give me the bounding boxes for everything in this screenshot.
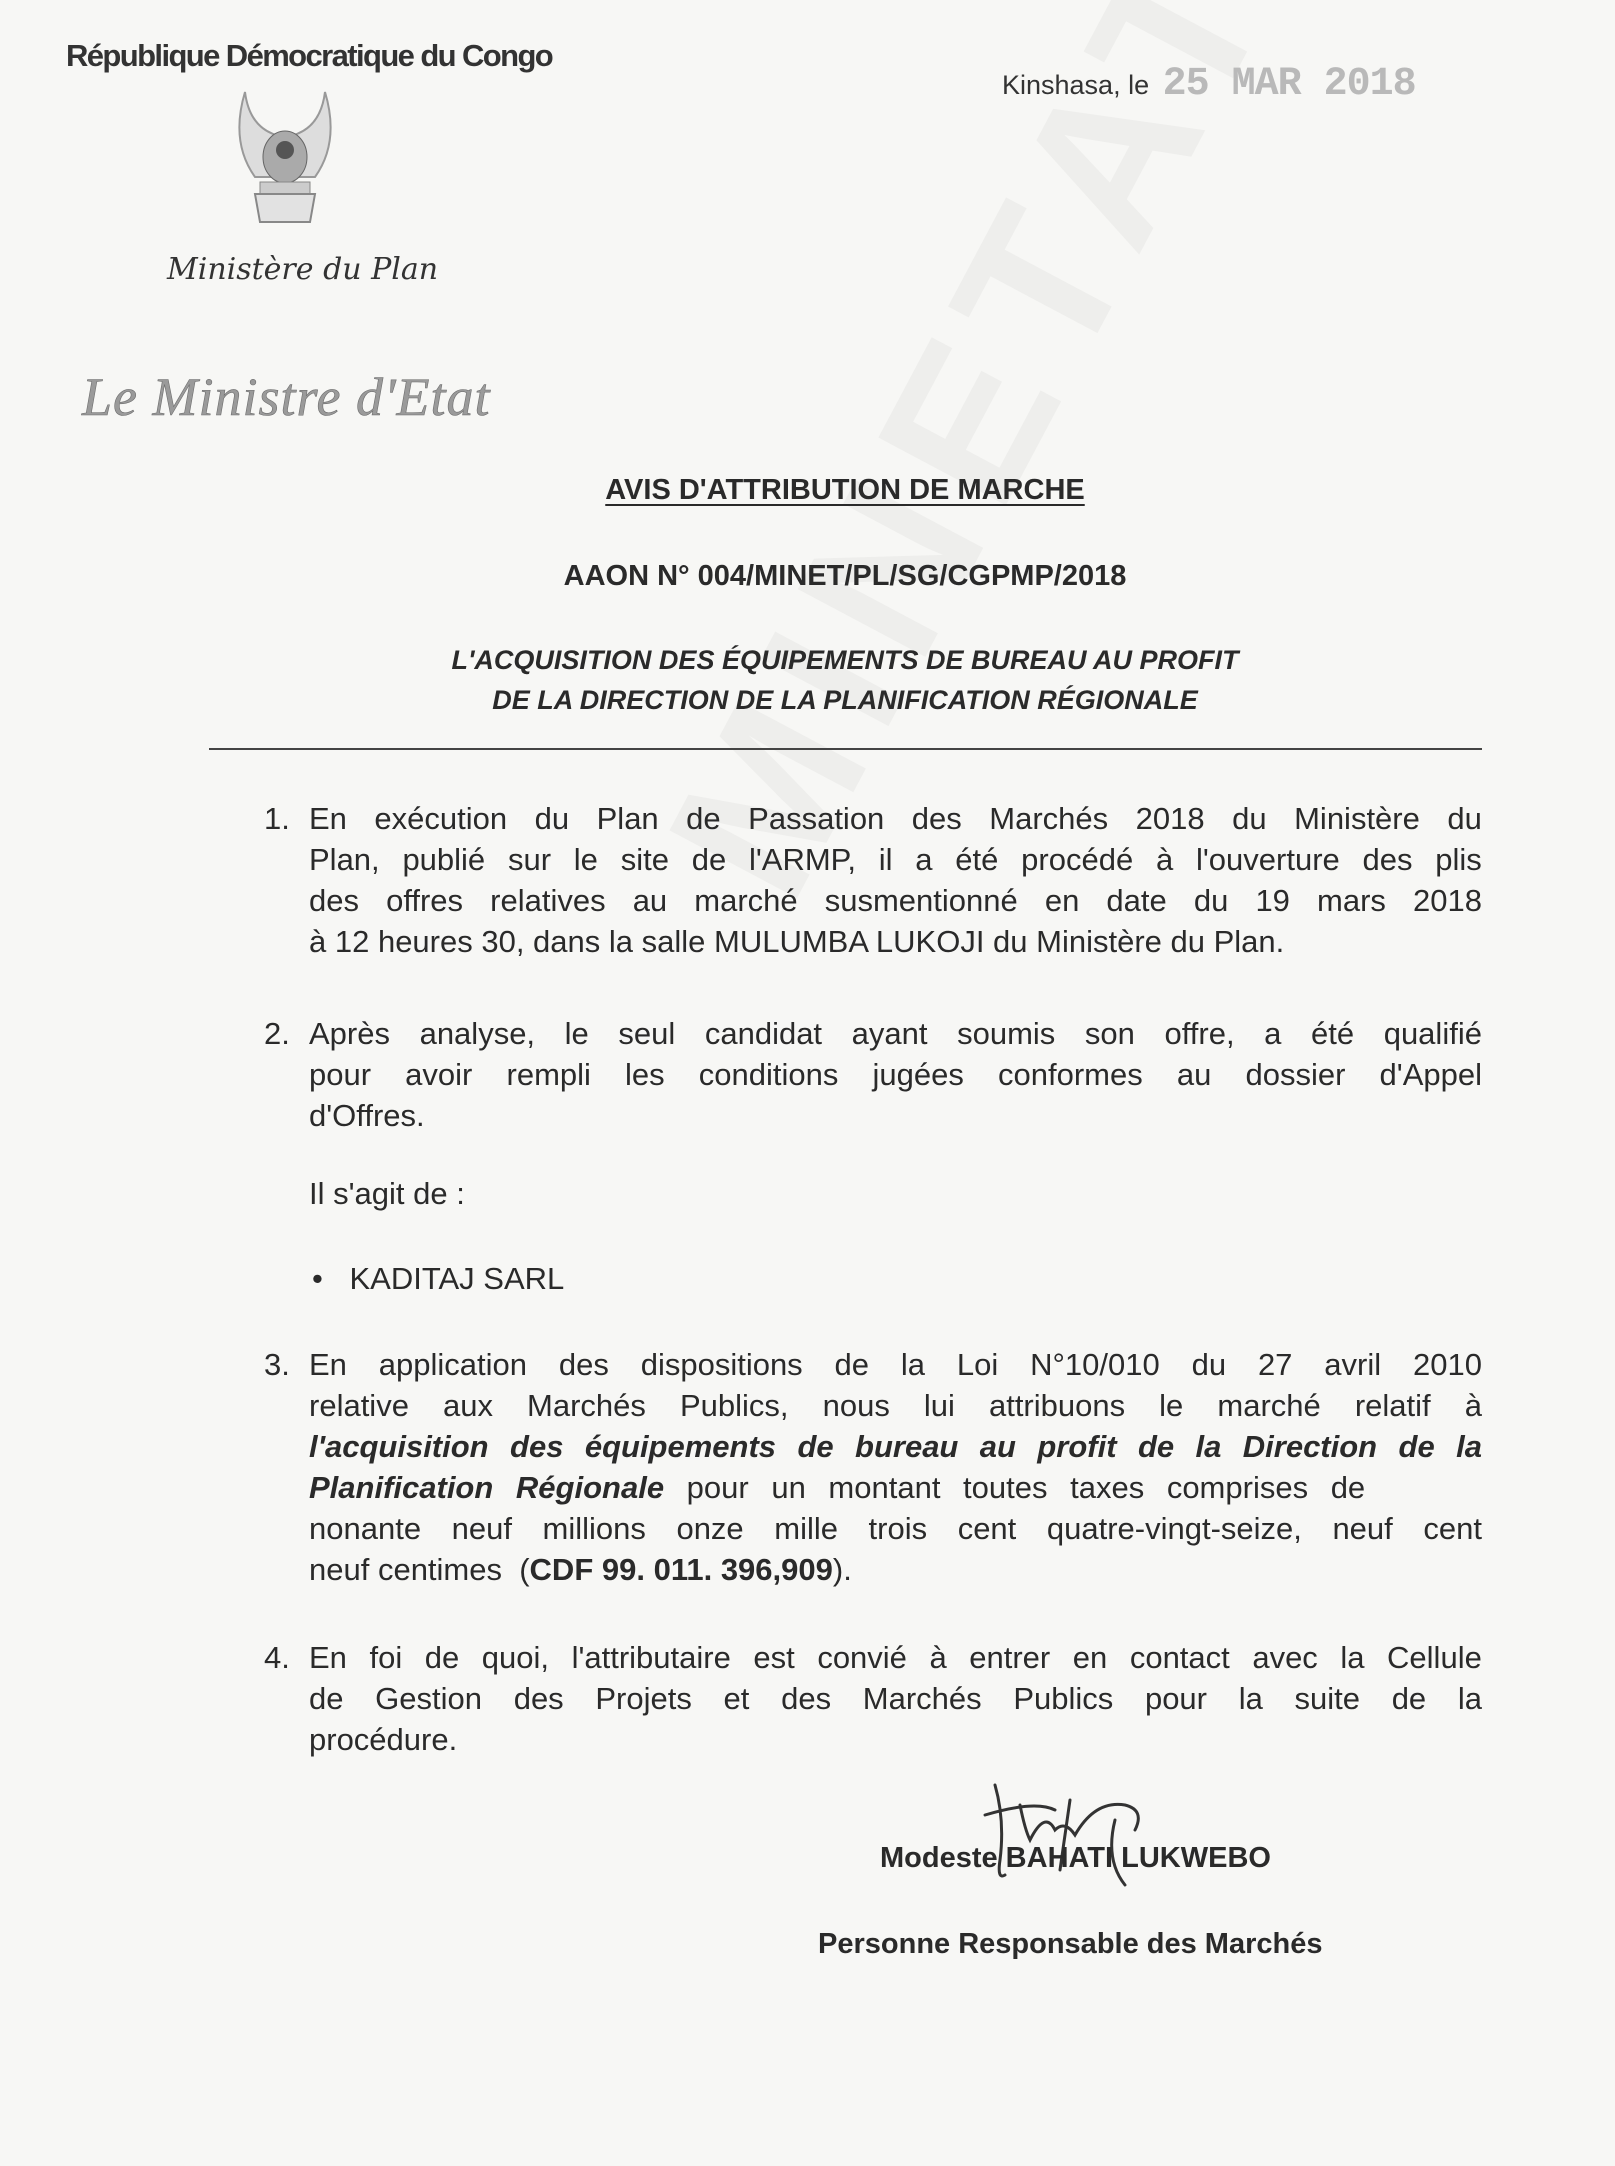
watermark (620, 0, 1323, 934)
word: En (309, 801, 347, 836)
text: pour un montant toutes taxes comprises de (664, 1470, 1366, 1505)
line (309, 839, 1482, 880)
word: cent (1423, 1511, 1482, 1546)
candidate-intro: Il s'agit de : (309, 1176, 465, 1211)
word: pour (309, 1057, 372, 1092)
word: rempli (506, 1057, 591, 1092)
ministry-name: Ministère du Plan (167, 252, 439, 287)
word: de (1391, 1681, 1427, 1716)
paragraph-lines (309, 1637, 1482, 1760)
word: à (929, 1640, 947, 1675)
paragraph-number: 3. (264, 1347, 290, 1382)
word: aux (443, 1388, 493, 1423)
word: des (781, 1681, 832, 1716)
signatory-name: Modeste BAHATI LUKWEBO (880, 1842, 1271, 1874)
line (309, 1467, 1482, 1508)
word: conformes (998, 1057, 1143, 1092)
word: dispositions (640, 1347, 803, 1382)
word: 2010 (1412, 1347, 1482, 1382)
subject-line-2: DE LA DIRECTION DE LA PLANIFICATION RÉGIONALE (492, 685, 1198, 715)
word: suite (1294, 1681, 1360, 1716)
word: profit (1037, 1429, 1117, 1464)
word: Marchés (527, 1388, 646, 1423)
notice-title: AVIS D'ATTRIBUTION DE MARCHE (605, 474, 1085, 506)
word: mars (1317, 883, 1386, 918)
word: trois (868, 1511, 928, 1546)
word: pour (1144, 1681, 1207, 1716)
word: lui (923, 1388, 955, 1423)
word: du (534, 801, 570, 836)
word: N°10/010 (1030, 1347, 1160, 1382)
word: l'ARMP, (748, 842, 856, 877)
word: bureau (855, 1429, 959, 1464)
word: Cellule (1387, 1640, 1482, 1675)
subject-line-1: L'ACQUISITION DES ÉQUIPEMENTS DE BUREAU AU PROFIT (451, 645, 1239, 675)
word: des (309, 883, 359, 918)
word: jugées (872, 1057, 964, 1092)
word: candidat (704, 1016, 823, 1051)
word: en (1044, 883, 1080, 918)
word: de (1398, 1429, 1435, 1464)
word: des (1362, 842, 1413, 877)
word: la (1238, 1681, 1263, 1716)
paragraph-2 (264, 1013, 1482, 1136)
line (309, 1508, 1482, 1549)
line: à 12 heures 30, dans la salle MULUMBA LUKOJI du Ministère du Plan. (309, 924, 1285, 959)
line (309, 1013, 1482, 1054)
word: le (1159, 1388, 1184, 1423)
word: des (513, 1681, 564, 1716)
word: sur (507, 842, 552, 877)
word: Plan, (309, 842, 380, 877)
word: la (1195, 1429, 1222, 1464)
word: et (723, 1681, 750, 1716)
word: son (1084, 1016, 1135, 1051)
line (309, 1678, 1482, 1719)
word: 27 (1257, 1347, 1293, 1382)
word: en (1072, 1640, 1108, 1675)
line (309, 798, 1482, 839)
word: dossier (1245, 1057, 1346, 1092)
word: Plan (596, 801, 659, 836)
word: ayant (851, 1016, 928, 1051)
word: avoir (405, 1057, 473, 1092)
word: les (625, 1057, 665, 1092)
word: été (955, 842, 999, 877)
word: le (564, 1016, 589, 1051)
word: Publics (1013, 1681, 1114, 1716)
word: 2018 (1135, 801, 1205, 836)
word: de (309, 1681, 344, 1716)
word: au (979, 1429, 1016, 1464)
word: Passation (748, 801, 885, 836)
word: seul (618, 1016, 676, 1051)
amount: CDF 99. 011. 396,909 (529, 1552, 833, 1587)
word: relatif (1354, 1388, 1431, 1423)
word: analyse, (419, 1016, 536, 1051)
date-prefix: Kinshasa, le (1002, 70, 1150, 100)
date-line (1002, 62, 1416, 107)
line (309, 1385, 1482, 1426)
word: avec (1252, 1640, 1318, 1675)
word: marché (1217, 1388, 1321, 1423)
word: nonante (309, 1511, 422, 1546)
word: relatives (490, 883, 606, 918)
word: mille (774, 1511, 838, 1546)
minister-title: Le Ministre d'Etat (82, 367, 491, 427)
word: soumis (957, 1016, 1056, 1051)
word: au (632, 883, 668, 918)
word: marché (694, 883, 798, 918)
word: neuf (1332, 1511, 1393, 1546)
line: procédure. (309, 1722, 458, 1757)
word: En (309, 1347, 347, 1382)
paragraph-1 (264, 798, 1482, 962)
line (309, 1054, 1482, 1095)
word: a (1264, 1016, 1282, 1051)
line-emphasis (309, 1426, 1482, 1467)
word: offre, (1164, 1016, 1235, 1051)
word: la (1340, 1640, 1365, 1675)
word: site (620, 842, 669, 877)
country-name: République Démocratique du Congo (66, 38, 553, 73)
line (309, 1344, 1482, 1385)
reference-number: AAON N° 004/MINET/PL/SG/CGPMP/2018 (563, 560, 1127, 592)
word: équipements (584, 1429, 777, 1464)
word: a (915, 842, 933, 877)
word: des (558, 1347, 609, 1382)
paragraph-lines (309, 1013, 1482, 1136)
word: du (1232, 801, 1267, 836)
word: attribuons (988, 1388, 1126, 1423)
word: de (1137, 1429, 1175, 1464)
word: la (1457, 1681, 1482, 1716)
word: la (900, 1347, 926, 1382)
word: qualifié (1383, 1016, 1482, 1051)
word: 2018 (1413, 883, 1482, 918)
word: de (686, 801, 721, 836)
word: il (878, 842, 893, 877)
word: est (753, 1640, 795, 1675)
word: date (1106, 883, 1167, 918)
candidate-name: KADITAJ SARL (349, 1261, 565, 1296)
text: ). (832, 1552, 852, 1587)
word: de (797, 1429, 834, 1464)
word: conditions (698, 1057, 839, 1092)
word: de (834, 1347, 870, 1382)
word: En (309, 1640, 347, 1675)
paragraph-number: 2. (264, 1016, 290, 1051)
paragraph-4 (264, 1637, 1482, 1760)
candidate-item (312, 1258, 1530, 1299)
word: de (691, 842, 727, 877)
paragraph-number: 4. (264, 1640, 290, 1675)
word: du (1191, 1347, 1227, 1382)
word: offres (386, 883, 464, 918)
paragraph-number: 1. (264, 801, 290, 836)
word: millions (542, 1511, 646, 1546)
word: des (911, 801, 962, 836)
word: à (1155, 842, 1174, 877)
word: Ministère (1294, 801, 1420, 836)
word: convié (817, 1640, 907, 1675)
word: l'acquisition (309, 1429, 489, 1464)
word: l'attributaire (571, 1640, 731, 1675)
line (309, 880, 1482, 921)
word: application (378, 1347, 527, 1382)
text: neuf centimes ( (309, 1552, 530, 1587)
word: Marchés (862, 1681, 982, 1716)
word: été (1311, 1016, 1355, 1051)
coat-of-arms-emblem (225, 82, 345, 232)
word: du (1193, 883, 1229, 918)
word: 19 (1255, 883, 1290, 918)
word: neuf (451, 1511, 512, 1546)
word: exécution (374, 801, 508, 836)
signatory-role: Personne Responsable des Marchés (818, 1928, 1323, 1960)
word: relative (309, 1388, 409, 1423)
word: quoi, (481, 1640, 550, 1675)
word: nous (822, 1388, 890, 1423)
line (309, 1637, 1482, 1678)
word: du (1447, 801, 1482, 836)
word: Marchés (989, 801, 1109, 836)
word: quatre-vingt-seize, (1046, 1511, 1302, 1546)
word: la (1456, 1429, 1482, 1464)
word: contact (1129, 1640, 1230, 1675)
bullet-icon: • (312, 1261, 323, 1296)
word: susmentionné (824, 883, 1018, 918)
word: le (573, 842, 598, 877)
word: Publics, (679, 1388, 789, 1423)
paragraph-3 (264, 1344, 1482, 1590)
word: Projets (595, 1681, 692, 1716)
word: onze (676, 1511, 744, 1546)
emphasis: Planification Régionale (309, 1470, 665, 1505)
word: cent (957, 1511, 1017, 1546)
word: plis (1435, 842, 1482, 877)
paragraph-lines (309, 798, 1482, 962)
word: publié (402, 842, 486, 877)
word: au (1176, 1057, 1212, 1092)
word: d'Appel (1379, 1057, 1482, 1092)
word: de (424, 1640, 460, 1675)
word: Loi (956, 1347, 999, 1382)
word: entrer (969, 1640, 1051, 1675)
word: foi (369, 1640, 403, 1675)
divider (209, 748, 1482, 750)
word: à (1464, 1388, 1482, 1423)
word: Direction (1242, 1429, 1378, 1464)
word: procédé (1021, 842, 1134, 877)
word: avril (1324, 1347, 1382, 1382)
word: Gestion (375, 1681, 483, 1716)
line (309, 1549, 1482, 1590)
word: des (510, 1429, 564, 1464)
date-stamp: 25 MAR 2018 (1162, 62, 1416, 107)
word: l'ouverture (1195, 842, 1340, 877)
subject (0, 640, 1615, 720)
line: d'Offres. (309, 1098, 425, 1133)
word: Après (309, 1016, 390, 1051)
